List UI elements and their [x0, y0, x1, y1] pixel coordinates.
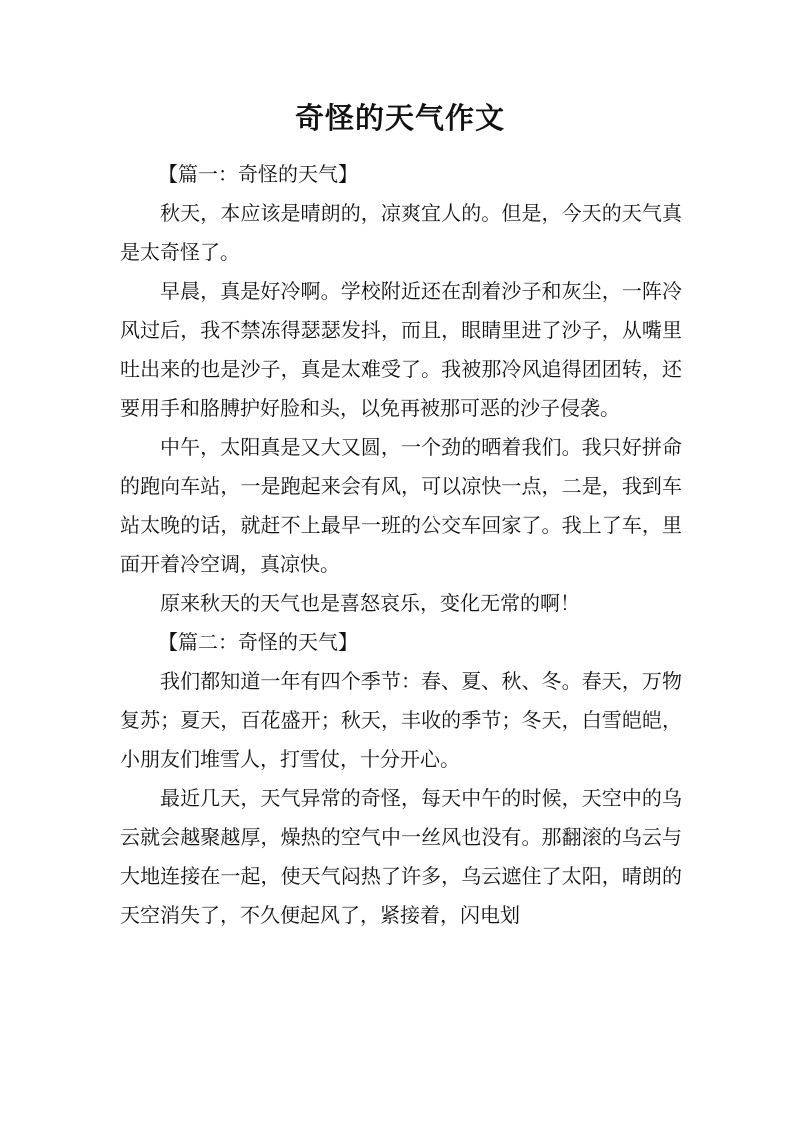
paragraph: 中午，太阳真是又大又圆，一个劲的晒着我们。我只好拼命的跑向车站，一是跑起来会有风，可以凉快一点，二是，我到车站太晚的话，就赶不上最早一班的公交车回家了。我上了车，里面开着冷空调，真凉快。	[120, 435, 682, 576]
paragraph: 秋天，本应该是晴朗的，凉爽宜人的。但是，今天的天气真是太奇怪了。	[120, 201, 682, 264]
section-heading-2: 【篇二：奇怪的天气】	[158, 630, 358, 654]
essay-body	[120, 155, 682, 935]
paragraph: 早晨，真是好冷啊。学校附近还在刮着沙子和灰尘，一阵冷风过后，我不禁冻得瑟瑟发抖，而且，眼睛里进了沙子，从嘴里吐出来的也是沙子，真是太难受了。我被那冷风追得团团转，还要用手和胳膊护好脸和头，以免再被那可恶的沙子侵袭。	[120, 279, 682, 420]
paragraph: 最近几天，天气异常的奇怪，每天中午的时候，天空中的乌云就会越聚越厚，燥热的空气中一丝风也没有。那翻滚的乌云与大地连接在一起，使天气闷热了许多，乌云遮住了太阳，晴朗的天空消失了，不久便起风了，紧接着，闪电划	[120, 786, 682, 927]
paragraph: 原来秋天的天气也是喜怒哀乐，变化无常的啊！	[160, 591, 580, 615]
paragraph: 我们都知道一年有四个季节：春、夏、秋、冬。春天，万物复苏；夏天，百花盛开；秋天，丰收的季节；冬天，白雪皑皑，小朋友们堆雪人，打雪仗，十分开心。	[120, 669, 682, 771]
section-heading-1: 【篇一：奇怪的天气】	[158, 162, 358, 186]
page-title: 奇怪的天气作文	[294, 101, 505, 135]
